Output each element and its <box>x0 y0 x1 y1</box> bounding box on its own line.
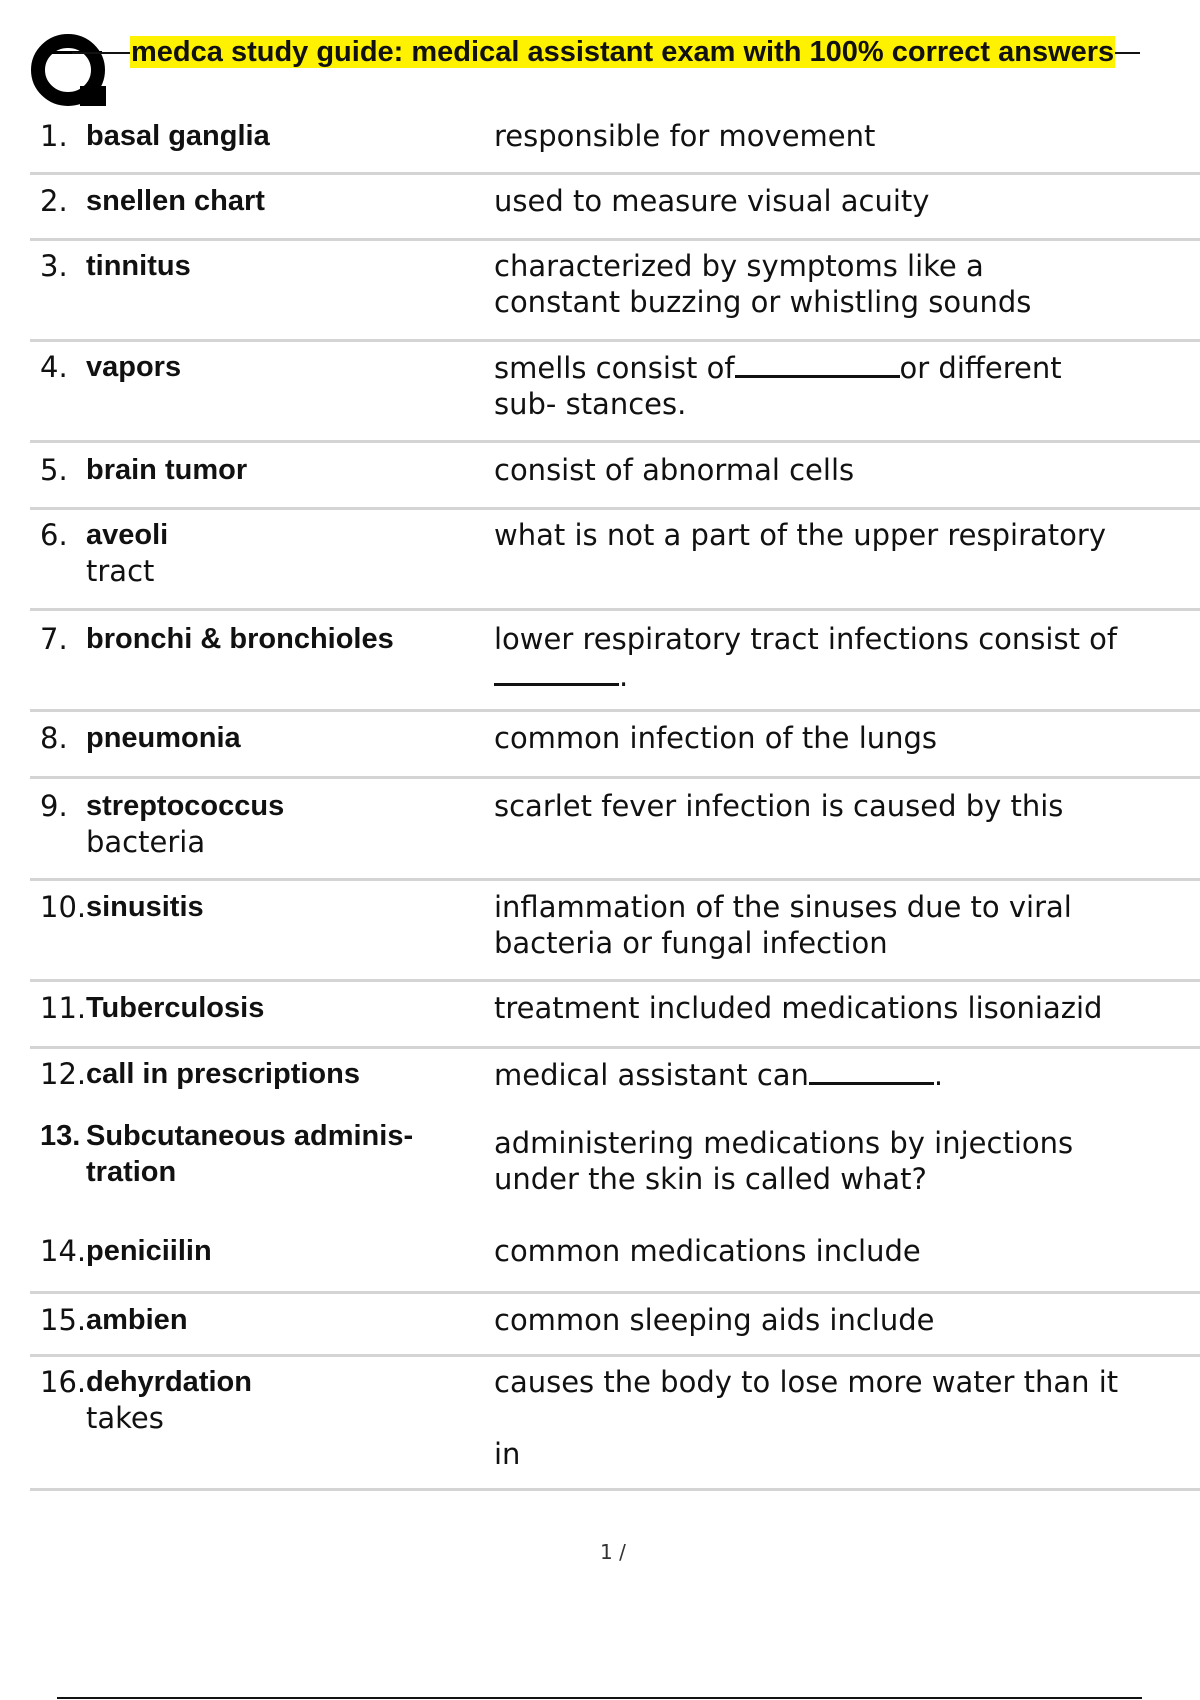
item-number: 5. <box>40 453 68 487</box>
page-number: 1 / <box>600 1540 626 1564</box>
item-definition: medical assistant can . <box>494 1058 944 1092</box>
item-number: 11. <box>40 991 87 1025</box>
item-term: Tuberculosis <box>86 992 265 1024</box>
list-item <box>30 1357 1200 1491</box>
item-definition: responsible for movement <box>494 119 876 153</box>
list-item <box>30 118 1200 175</box>
item-definition: smells consist of or different sub- stances. <box>494 351 1062 421</box>
question-answer-list <box>30 118 1200 1491</box>
item-definition: scarlet fever infection is caused by this <box>494 789 1064 823</box>
list-item <box>30 175 1200 241</box>
item-number: 15. <box>40 1303 87 1337</box>
item-term: brain tumor <box>86 454 248 486</box>
list-item <box>30 241 1200 342</box>
item-definition: consist of abnormal cells <box>494 453 855 487</box>
item-number: 7. <box>40 622 68 656</box>
list-item <box>30 881 1200 982</box>
item-term: tinnitus <box>86 250 191 282</box>
item-term: call in prescriptions <box>86 1058 360 1090</box>
list-item <box>30 712 1200 779</box>
item-number: 12. <box>40 1057 87 1091</box>
list-item <box>30 342 1200 443</box>
fill-in-blank <box>494 657 619 686</box>
fill-in-blank <box>735 349 900 378</box>
item-definition: administering medications by injections under the skin is called what? <box>494 1126 1074 1196</box>
list-item <box>30 611 1200 712</box>
item-term: ambien <box>86 1304 188 1336</box>
list-item <box>30 1294 1200 1357</box>
item-term: streptococcus bacteria <box>86 790 285 859</box>
item-term: Subcutaneous adminis- tration <box>86 1120 414 1188</box>
item-term: aveoli tract <box>86 519 169 588</box>
item-definition: characterized by symptoms like a constant buzzing or whistling sounds <box>494 249 1032 319</box>
item-term: pneumonia <box>86 722 241 754</box>
item-number: 6. <box>40 518 68 552</box>
page-title: medca study guide: medical assistant exam with 100% correct answers <box>131 36 1115 68</box>
item-term: peniciilin <box>86 1235 212 1267</box>
item-number: 1. <box>40 119 68 153</box>
item-definition: treatment included medications lisoniazid <box>494 991 1103 1025</box>
item-number: 9. <box>40 789 68 823</box>
item-number: 2. <box>40 184 68 218</box>
item-number: 16. <box>40 1365 87 1399</box>
item-number: 13. <box>40 1120 81 1152</box>
item-definition: common sleeping aids include <box>494 1303 935 1337</box>
item-definition: used to measure visual acuity <box>494 184 930 218</box>
fill-in-blank <box>809 1056 934 1085</box>
document-header <box>30 30 1150 112</box>
item-number: 8. <box>40 721 68 755</box>
list-item <box>30 1113 1200 1227</box>
item-number: 4. <box>40 350 68 384</box>
item-term: vapors <box>86 351 182 383</box>
q-logo-icon <box>30 32 112 112</box>
item-term: basal ganglia <box>86 120 270 152</box>
item-definition: common medications include <box>494 1234 921 1268</box>
item-definition: common infection of the lungs <box>494 721 938 755</box>
item-term: bronchi & bronchioles <box>86 623 394 655</box>
item-term: snellen chart <box>86 185 265 217</box>
list-item <box>30 982 1200 1049</box>
footer-rule <box>57 1697 1142 1699</box>
item-term: sinusitis <box>86 891 204 923</box>
item-number: 3. <box>40 249 68 283</box>
item-definition: causes the body to lose more water than it in <box>494 1365 1119 1471</box>
list-item <box>30 1227 1200 1294</box>
item-definition: what is not a part of the upper respiratory <box>494 518 1106 552</box>
item-term: dehyrdation takes <box>86 1366 252 1435</box>
item-number: 10. <box>40 890 87 924</box>
item-number: 14. <box>40 1234 87 1268</box>
list-item <box>30 1049 1200 1113</box>
item-definition: lower respiratory tract infections consist of . <box>494 622 1118 693</box>
list-item <box>30 779 1200 881</box>
item-definition: inflammation of the sinuses due to viral bacteria or fungal infection <box>494 890 1072 960</box>
list-item <box>30 510 1200 611</box>
list-item <box>30 443 1200 510</box>
